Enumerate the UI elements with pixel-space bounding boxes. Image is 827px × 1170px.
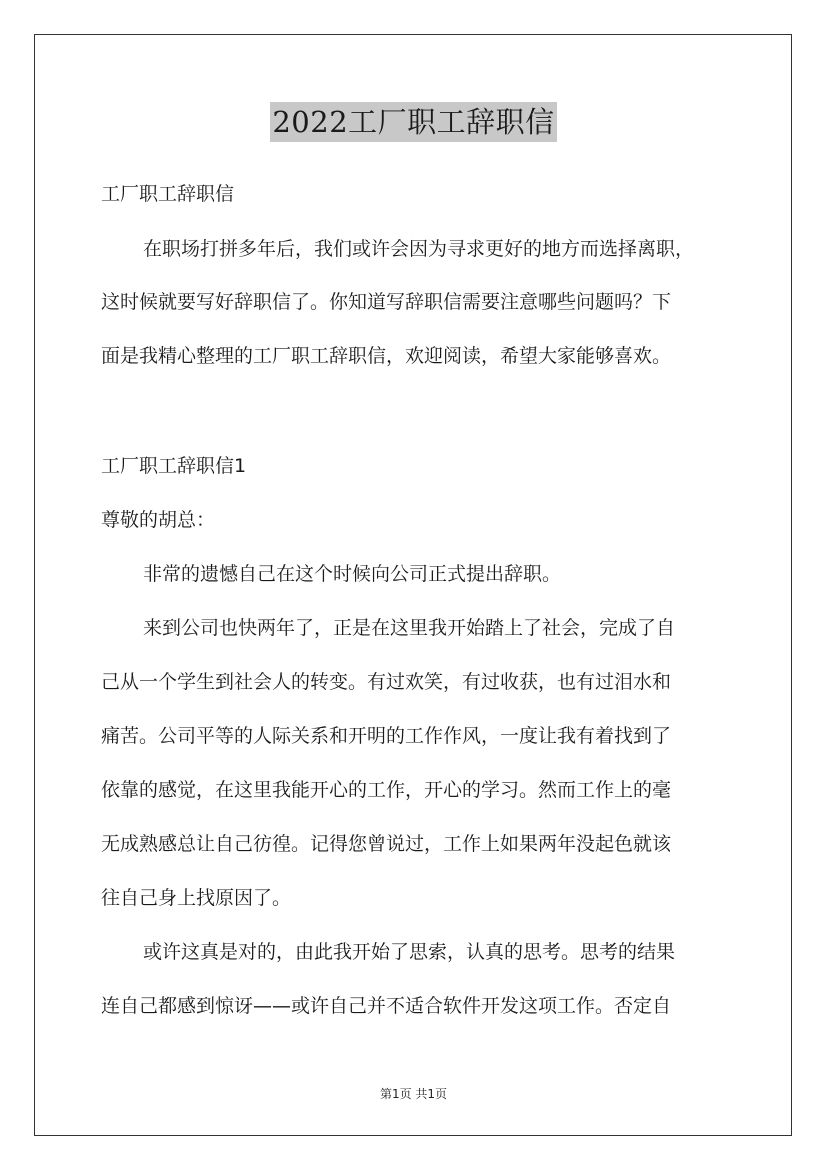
page-footer: 第1页 共1页 (379, 1087, 448, 1101)
paragraph-line: 依靠的感觉，在这里我能开心的工作，开心的学习。然而工作上的毫 (101, 779, 672, 801)
salutation: 尊敬的胡总： (101, 509, 216, 531)
section-heading: 工厂职工辞职信 (101, 183, 235, 205)
paragraph-line: 非常的遗憾自己在这个时候向公司正式提出辞职。 (143, 563, 562, 585)
paragraph-line: 往自己身上找原因了。 (101, 887, 292, 909)
letter-heading: 工厂职工辞职信1 (101, 455, 247, 477)
title-container (0, 102, 827, 142)
paragraph-line: 或许这真是对的，由此我开始了思索，认真的思考。思考的结果 (143, 941, 676, 963)
paragraph-line: 痛苦。公司平等的人际关系和开明的工作作风，一度让我有着找到了 (101, 725, 672, 747)
paragraph-line: 来到公司也快两年了，正是在这里我开始踏上了社会，完成了自 (143, 617, 676, 639)
intro-line-1: 在职场打拼多年后，我们或许会因为寻求更好的地方而选择离职， (143, 238, 695, 260)
intro-line-3: 面是我精心整理的工厂职工辞职信，欢迎阅读，希望大家能够喜欢。 (101, 345, 672, 367)
paragraph-line: 己从一个学生到社会人的转变。有过欢笑，有过收获，也有过泪水和 (101, 671, 672, 693)
paragraph-line: 连自己都感到惊讶——或许自己并不适合软件开发这项工作。否定自 (101, 995, 672, 1017)
paragraph-line: 无成熟感总让自己彷徨。记得您曾说过，工作上如果两年没起色就该 (101, 833, 672, 855)
intro-line-2: 这时候就要写好辞职信了。你知道写辞职信需要注意哪些问题吗？下 (101, 291, 672, 313)
document-title: 2022工厂职工辞职信 (270, 102, 556, 142)
